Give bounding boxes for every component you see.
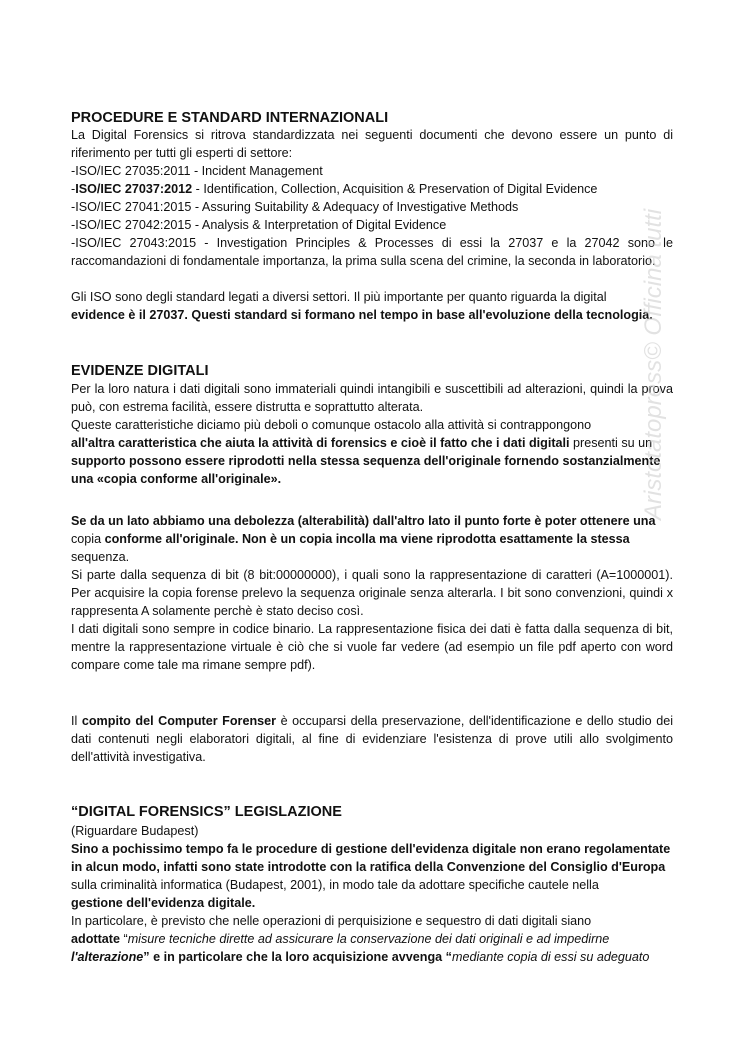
legislation-subtitle: (Riguardare Budapest) <box>71 824 199 838</box>
watermark: Aristotatopress© Officina tutti <box>640 208 667 520</box>
evidence-p1: Per la loro natura i dati digitali sono immateriali quindi intangibili e suscettibili ad alterazioni, quindi la prova può, con estrema facilità, essere distrutta e soprattutto alterata. <box>71 382 673 414</box>
text-line: sulla criminalità informatica (Budapest, 2001), in modo tale da adottare specifiche cautele nella <box>71 878 599 892</box>
iso-item: -ISO/IEC 27042:2015 - Analysis & Interpretation of Digital Evidence <box>71 218 447 232</box>
iso-list <box>71 162 673 234</box>
iso-item-27043: -ISO/IEC 27043:2015 - Investigation Principles & Processes di essi la 27037 e la 27042 sono le raccomandazioni di fondamentale importanza, la prima sulla scena del crimine, la seconda in laboratorio. <box>71 236 673 268</box>
text-line: copia conforme all'originale. Non è un copia incolla ma viene riprodotta esattamente la stessa <box>71 532 630 546</box>
heading-digital-evidence: EVIDENZE DIGITALI <box>71 363 209 379</box>
text-line: sequenza. <box>71 550 130 564</box>
evidence-p6: Il compito del Computer Forenser è occuparsi della preservazione, dell'identificazione e dello studio dei dati contenuti negli elaboratori digitali, al fine di evidenziare l'esistenza di prove utili allo svolgimento dell'attività investigativa. <box>71 714 674 764</box>
iso-item: -ISO/IEC 27035:2011 - Incident Management <box>71 164 323 178</box>
iso-item: -ISO/IEC 27037:2012 - Identification, Collection, Acquisition & Preservation of Digital Evidence <box>71 182 598 196</box>
text-line: adottate “misure tecniche dirette ad assicurare la conservazione dei dati originali e ad impedirne <box>71 932 610 946</box>
standards-paragraph <box>71 288 673 324</box>
text-line: evidence è il 27037. Questi standard si formano nel tempo in base all'evoluzione della tecnologia. <box>71 308 653 322</box>
evidence-p3 <box>71 512 673 566</box>
text-line: in alcun modo, infatti sono state introdotte con la ratifica della Convenzione del Consiglio d'Europa <box>71 860 666 874</box>
standards-intro: La Digital Forensics si ritrova standardizzata nei seguenti documenti che devono essere un punto di riferimento per tutti gli esperti di settore: <box>71 128 673 160</box>
heading-standards: PROCEDURE E STANDARD INTERNAZIONALI <box>71 110 389 126</box>
text-line: l'alterazione” e in particolare che la loro acquisizione avvenga “mediante copia di essi su adeguato <box>71 950 650 964</box>
text-line: Se da un lato abbiamo una debolezza (alterabilità) dall'altro lato il punto forte è poter ottenere una <box>71 514 656 528</box>
legislation-p1 <box>71 840 673 912</box>
text-line: una «copia conforme all'originale». <box>71 472 282 486</box>
text-line: supporto possono essere riprodotti nella stessa sequenza dell'originale fornendo sostanzialmente <box>71 454 661 468</box>
evidence-p5: I dati digitali sono sempre in codice binario. La rappresentazione fisica dei dati è fatta dalla sequenza di bit, mentre la rappresentazione virtuale è ciò che si vuole far vedere (ad esempio un file pdf aperto con word compare come tale ma rimane sempre pdf). <box>71 622 673 672</box>
text-line: Queste caratteristiche diciamo più deboli o comunque ostacolo alla attività si contrappongono <box>71 418 592 432</box>
heading-legislation: “DIGITAL FORENSICS” LEGISLAZIONE <box>71 804 342 820</box>
evidence-p2 <box>71 416 673 488</box>
evidence-p4: Si parte dalla sequenza di bit (8 bit:00000000), i quali sono la rappresentazione di caratteri (A=1000001). Per acquisire la copia forense prelevo la sequenza originale senza alterarla. I bit sono convenzioni, quindi x rappresenta A solamente perchè è stato deciso così. <box>71 568 673 618</box>
text-line: all'altra caratteristica che aiuta la attività di forensics e cioè il fatto che i dati digitali presenti su un <box>71 436 653 450</box>
legislation-p2 <box>71 912 673 966</box>
text-line: gestione dell'evidenza digitale. <box>71 896 256 910</box>
text-line: Sino a pochissimo tempo fa le procedure di gestione dell'evidenza digitale non erano regolamentate <box>71 842 671 856</box>
text-line: Gli ISO sono degli standard legati a diversi settori. Il più importante per quanto riguarda la digital <box>71 290 607 304</box>
iso-item: -ISO/IEC 27041:2015 - Assuring Suitability & Adequacy of Investigative Methods <box>71 200 519 214</box>
text-line: In particolare, è previsto che nelle operazioni di perquisizione e sequestro di dati digitali siano <box>71 914 592 928</box>
